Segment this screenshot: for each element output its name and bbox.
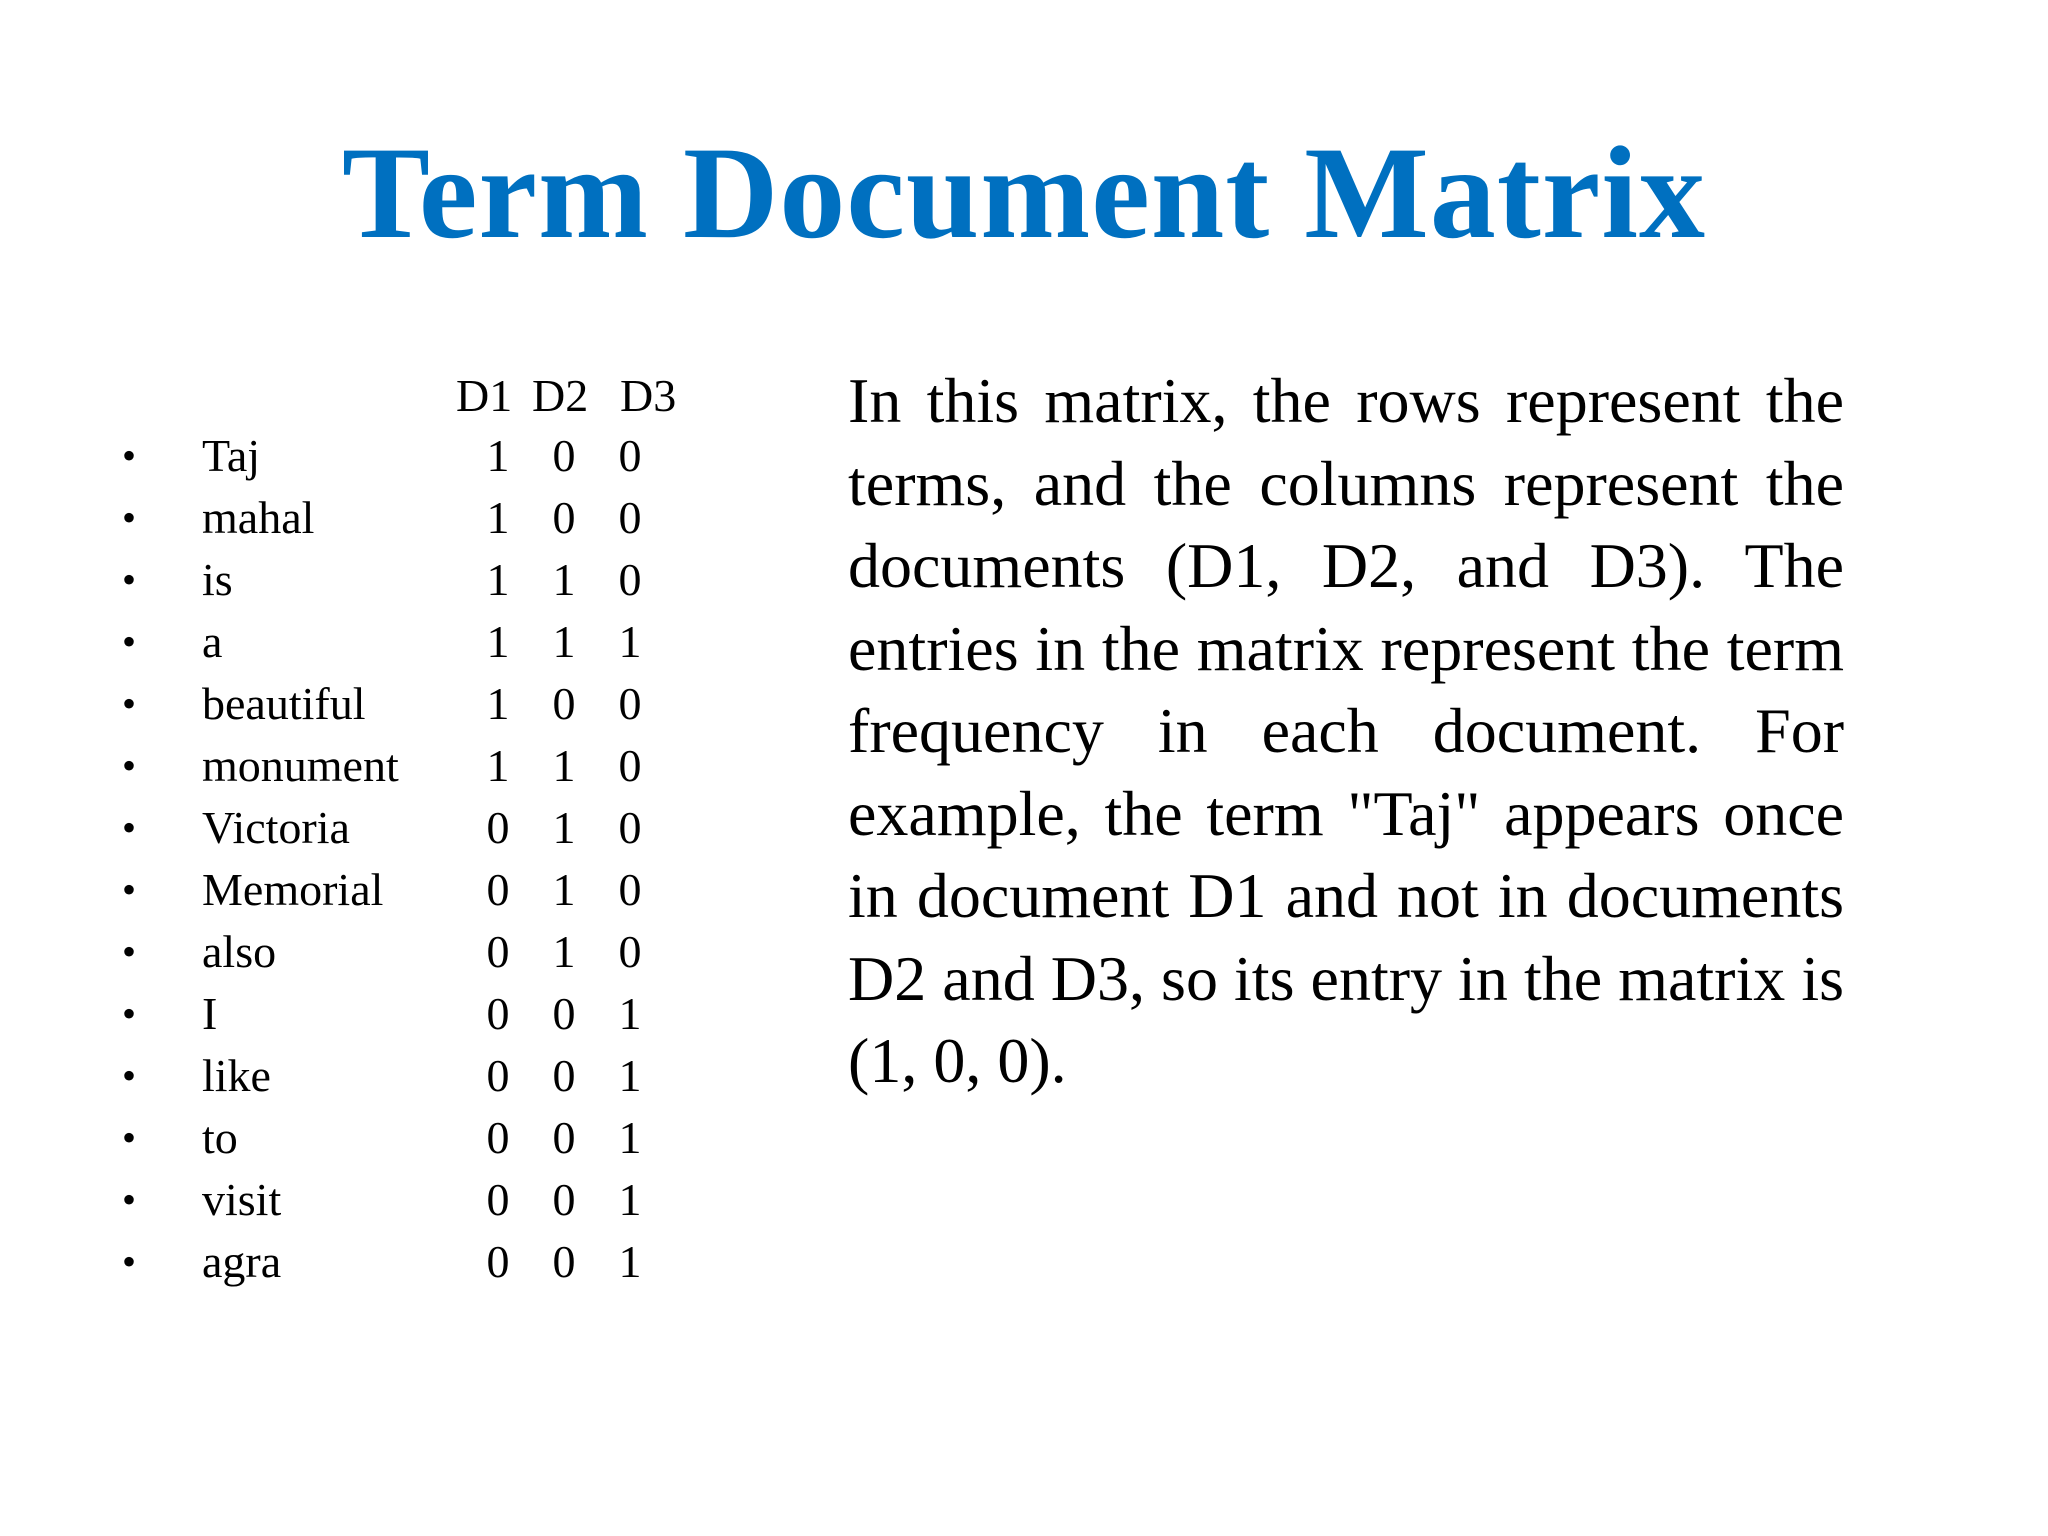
matrix-cell-d3: 1	[618, 1236, 642, 1287]
term-label: visit	[202, 1174, 282, 1225]
matrix-cell-d2: 0	[552, 1112, 576, 1163]
bullet-point: •	[122, 867, 137, 912]
matrix-cell-d1: 0	[486, 926, 510, 977]
matrix-row	[0, 1045, 800, 1107]
term-document-matrix	[0, 0, 800, 1400]
matrix-cell-d2: 1	[552, 802, 576, 853]
matrix-cell-d1: 1	[486, 740, 510, 791]
matrix-cell-d2: 0	[552, 988, 576, 1039]
matrix-row	[0, 611, 800, 673]
matrix-row	[0, 983, 800, 1045]
term-label: Memorial	[202, 864, 384, 915]
matrix-cell-d3: 1	[618, 988, 642, 1039]
slide-title: Term Document Matrix	[341, 119, 1707, 266]
bullet-point: •	[122, 681, 137, 726]
matrix-cell-d3: 0	[618, 864, 642, 915]
matrix-cell-d3: 1	[618, 1050, 642, 1101]
matrix-cell-d3: 0	[618, 430, 642, 481]
bullet-point: •	[122, 805, 137, 850]
matrix-cell-d2: 0	[552, 1050, 576, 1101]
term-label: Taj	[202, 430, 261, 481]
bullet-point: •	[122, 1115, 137, 1160]
matrix-cell-d2: 0	[552, 678, 576, 729]
matrix-cell-d3: 0	[618, 678, 642, 729]
matrix-row	[0, 487, 800, 549]
term-label: a	[202, 616, 223, 667]
matrix-description: In this matrix, the rows represent the terms, and the columns represent the documents (D1, D2, and D3). The entries in the matrix represent the term frequency in each document. For example, the term "Taj" appears once in document D1 and not in documents D2 and D3, so its entry in the matrix is (1, 0, 0).	[848, 365, 1844, 1096]
matrix-row	[0, 673, 800, 735]
matrix-cell-d3: 0	[618, 740, 642, 791]
matrix-cell-d2: 1	[552, 926, 576, 977]
bullet-point: •	[122, 1177, 137, 1222]
matrix-row	[0, 549, 800, 611]
bullet-point: •	[122, 991, 137, 1036]
matrix-cell-d2: 0	[552, 1236, 576, 1287]
matrix-cell-d2: 1	[552, 616, 576, 667]
term-label: monument	[202, 740, 399, 791]
matrix-cell-d1: 1	[486, 492, 510, 543]
term-label: I	[202, 988, 218, 1039]
matrix-cell-d1: 1	[486, 430, 510, 481]
term-label: beautiful	[202, 678, 366, 729]
matrix-cell-d2: 1	[552, 864, 576, 915]
term-label: agra	[202, 1236, 282, 1287]
matrix-cell-d2: 0	[552, 430, 576, 481]
bullet-point: •	[122, 743, 137, 788]
matrix-cell-d1: 0	[486, 1050, 510, 1101]
matrix-cell-d1: 1	[486, 678, 510, 729]
matrix-cell-d1: 0	[486, 988, 510, 1039]
matrix-cell-d2: 1	[552, 740, 576, 791]
matrix-row	[0, 797, 800, 859]
bullet-point: •	[122, 619, 137, 664]
matrix-cell-d3: 0	[618, 492, 642, 543]
matrix-row	[0, 1107, 800, 1169]
term-label: is	[202, 554, 233, 605]
matrix-row	[0, 1231, 800, 1293]
matrix-cell-d1: 0	[486, 1174, 510, 1225]
term-label: Victoria	[202, 802, 350, 853]
matrix-row	[0, 1169, 800, 1231]
term-label: mahal	[202, 492, 315, 543]
column-header-d1: D1	[456, 370, 513, 421]
matrix-cell-d3: 1	[618, 616, 642, 667]
matrix-cell-d1: 0	[486, 802, 510, 853]
matrix-cell-d3: 1	[618, 1174, 642, 1225]
matrix-cell-d1: 0	[486, 864, 510, 915]
matrix-row	[0, 921, 800, 983]
matrix-cell-d3: 0	[618, 802, 642, 853]
column-header-d3: D3	[620, 370, 677, 421]
matrix-row	[0, 859, 800, 921]
matrix-cell-d2: 0	[552, 492, 576, 543]
bullet-point: •	[122, 495, 137, 540]
matrix-row	[0, 735, 800, 797]
column-header-d2: D2	[532, 370, 589, 421]
bullet-point: •	[122, 433, 137, 478]
bullet-point: •	[122, 1053, 137, 1098]
matrix-cell-d1: 0	[486, 1236, 510, 1287]
matrix-cell-d3: 1	[618, 1112, 642, 1163]
matrix-cell-d3: 0	[618, 926, 642, 977]
bullet-point: •	[122, 929, 137, 974]
matrix-cell-d1: 0	[486, 1112, 510, 1163]
bullet-point: •	[122, 557, 137, 602]
bullet-point: •	[122, 1239, 137, 1284]
matrix-cell-d2: 1	[552, 554, 576, 605]
matrix-cell-d1: 1	[486, 554, 510, 605]
matrix-cell-d3: 0	[618, 554, 642, 605]
term-label: like	[202, 1050, 271, 1101]
matrix-cell-d1: 1	[486, 616, 510, 667]
matrix-row	[0, 425, 800, 487]
term-label: to	[202, 1112, 238, 1163]
matrix-cell-d2: 0	[552, 1174, 576, 1225]
term-label: also	[202, 926, 277, 977]
